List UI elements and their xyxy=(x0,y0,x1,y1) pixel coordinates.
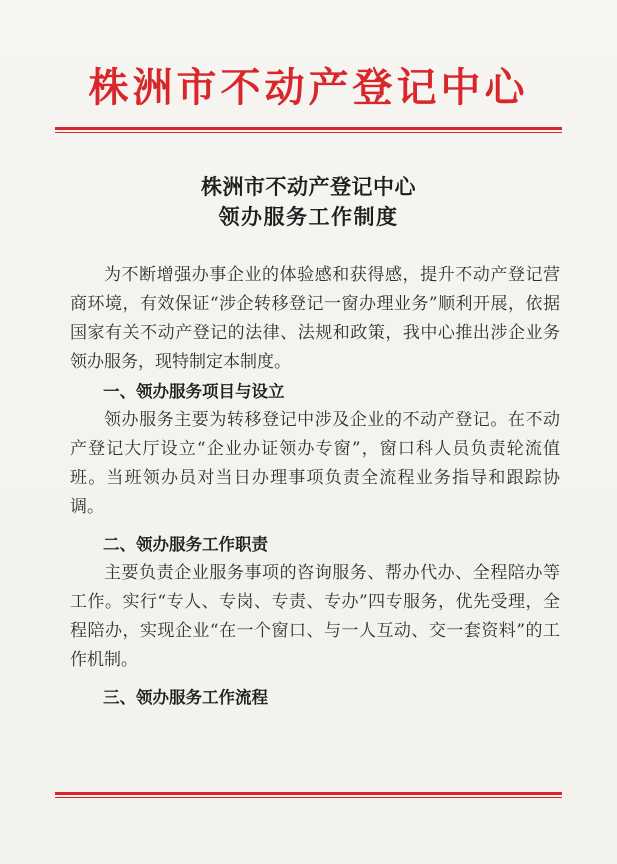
footer-divider xyxy=(55,792,562,798)
section-2-heading: 二、领办服务工作职责 xyxy=(103,535,268,554)
header-divider-thin xyxy=(55,132,562,133)
footer-divider-thin xyxy=(55,797,562,798)
section-3-heading: 三、领办服务工作流程 xyxy=(103,688,268,707)
header-divider xyxy=(55,127,562,133)
section-1-heading: 一、领办服务项目与设立 xyxy=(103,382,285,401)
footer-divider-thick xyxy=(55,792,562,795)
organization-header: 株洲市不动产登记中心 xyxy=(88,64,529,111)
document-body xyxy=(70,261,560,712)
header-divider-thick xyxy=(55,127,562,130)
section-1-paragraph: 领办服务主要为转移登记中涉及企业的不动产登记。在不动产登记大厅设立“企业办证领办专窗”，窗口科人员负责轮流值班。当班领办员对当日办理事项负责全流程业务指导和跟踪协调。 xyxy=(70,410,560,517)
document-title-line-2: 领办服务工作制度 xyxy=(218,205,399,229)
document-title-line-1: 株洲市不动产登记中心 xyxy=(201,175,416,199)
intro-paragraph: 为不断增强办事企业的体验感和获得感，提升不动产登记营商环境，有效保证“涉企转移登记一窗办理业务”顺利开展，依据国家有关不动产登记的法律、法规和政策，我中心推出涉企业务领办服务，现特制定本制度。 xyxy=(70,265,560,372)
section-2-paragraph: 主要负责企业服务事项的咨询服务、帮办代办、全程陪办等工作。实行“专人、专岗、专责、专办”四专服务，优先受理，全程陪办，实现企业“在一个窗口、与一人互动、交一套资料”的工作机制。 xyxy=(70,563,560,670)
